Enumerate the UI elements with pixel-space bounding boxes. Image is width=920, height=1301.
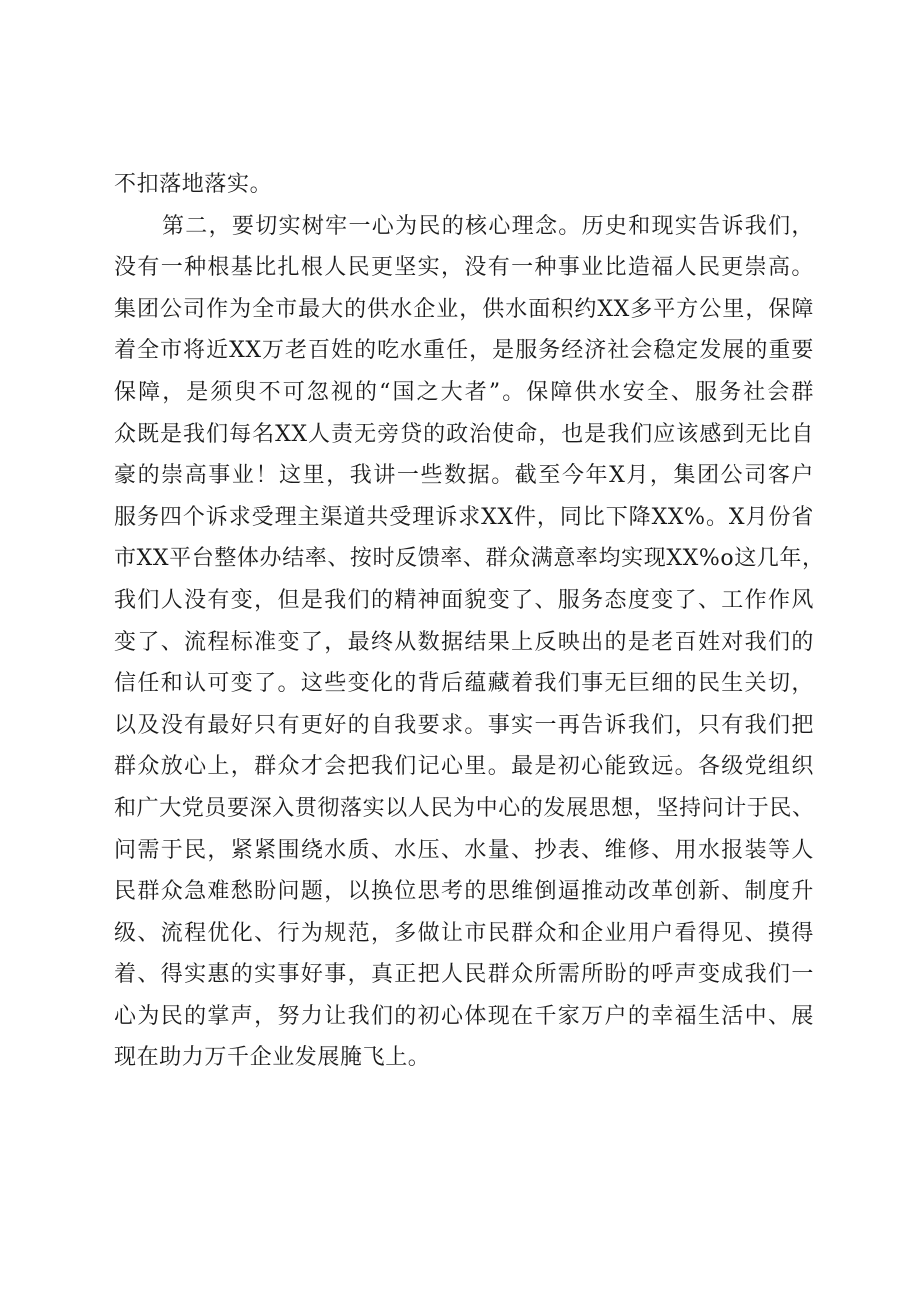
text-line: 服务四个诉求受理主渠道共受理诉求XX件，同比下降XX%。X月份省 [114, 504, 814, 530]
text-line: 问需于民，紧紧围绕水质、水压、水量、抄表、维修、用水报装等人 [114, 837, 814, 863]
text-line: 着全市将近XX万老百姓的吃水重任，是服务经济社会稳定发展的重要 [114, 338, 814, 364]
text-line: 没有一种根基比扎根人民更坚实，没有一种事业比造福人民更崇高。 [114, 255, 814, 281]
text-line: 信任和认可变了。这些变化的背后蕴藏着我们事无巨细的民生关切， [114, 671, 814, 697]
text-line: 众既是我们每名XX人责无旁贷的政治使命，也是我们应该感到无比自 [114, 421, 814, 447]
text-line: 以及没有最好只有更好的自我要求。事实一再告诉我们，只有我们把 [114, 712, 814, 738]
text-line: 心为民的掌声，努力让我们的初心体现在千家万户的幸福生活中、展 [114, 1003, 814, 1029]
paragraph-start-line: 第二，要切实树牢一心为民的核心理念。历史和现实告诉我们， [162, 213, 814, 239]
text-line: 不扣落地落实。 [114, 172, 273, 197]
text-line: 现在助力万千企业发展腌飞上。 [114, 1045, 431, 1071]
body-text [114, 164, 825, 1079]
text-line: 和广大党员要深入贯彻落实以人民为中心的发展思想，坚持问计于民、 [114, 795, 815, 821]
text-line: 保障，是须臾不可忽视的“国之大者”。保障供水安全、服务社会群 [114, 379, 814, 405]
text-line: 变了、流程标准变了，最终从数据结果上反映出的是老百姓对我们的 [114, 629, 814, 655]
text-line: 集团公司作为全市最大的供水企业，供水面积约XX多平方公里，保障 [114, 296, 814, 322]
text-line: 市XX平台整体办结率、按时反馈率、群众满意率均实现XX%o这几年， [114, 546, 825, 572]
text-line: 着、得实惠的实事好事，真正把人民群众所需所盼的呼声变成我们一 [114, 962, 814, 988]
text-line: 豪的崇高事业！这里，我讲一些数据。截至今年X月，集团公司客户 [114, 463, 814, 489]
text-line: 我们人没有变，但是我们的精神面貌变了、服务态度变了、工作作风 [114, 587, 814, 613]
text-line: 群众放心上，群众才会把我们记心里。最是初心能致远。各级党组织 [114, 754, 814, 780]
text-line: 民群众急难愁盼问题，以换位思考的思维倒逼推动改革创新、制度升 [114, 879, 814, 905]
text-line: 级、流程优化、行为规范，多做让市民群众和企业用户看得见、摸得 [114, 920, 814, 946]
